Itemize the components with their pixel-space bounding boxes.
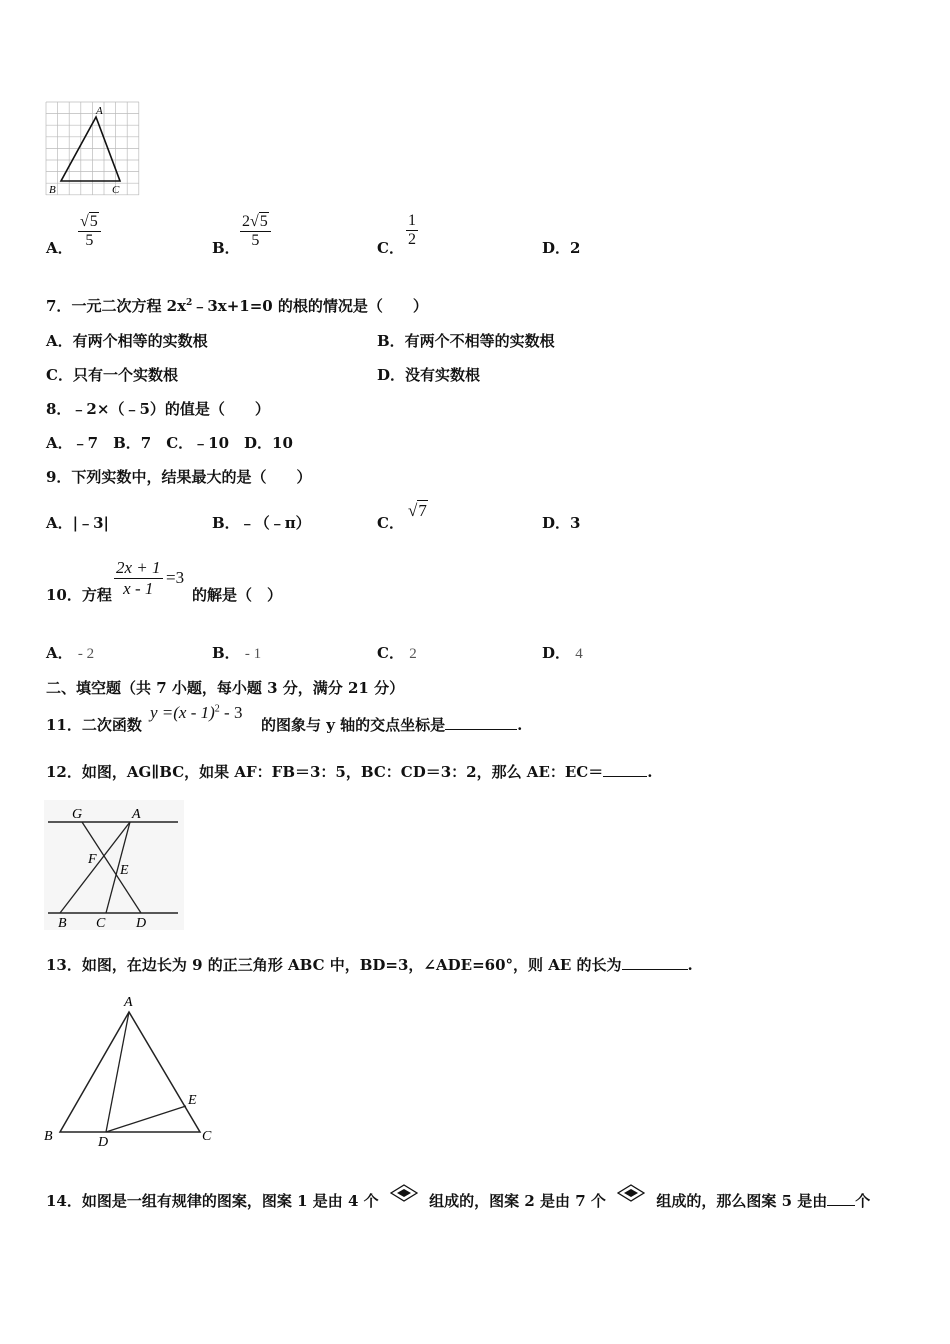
diamond-pattern-icon <box>617 1184 645 1206</box>
label-b: B <box>49 184 56 196</box>
q9-option-a[interactable]: A．|﹣3| <box>46 514 109 532</box>
q6-option-b[interactable]: B． <box>212 239 240 257</box>
q10-equation-rhs: =3 <box>166 568 185 587</box>
q12-stem: 12．如图，AG∥BC，如果 AF：FB＝3：5，BC：CD＝3：2，那么 AE：EC＝ . <box>46 763 653 781</box>
section-2-heading: 二、填空题（共 7 小题，每小题 3 分，满分 21 分） <box>46 679 405 697</box>
q7-option-d[interactable]: D．没有实数根 <box>377 366 481 384</box>
q6-option-d[interactable]: D．2 <box>542 239 581 257</box>
q14-stem: 14．如图是一组有规律的图案，图案 1 是由 4 个 组成的，图案 2 是由 7 个 组成的，那么图案 5 是由 个 <box>46 1184 870 1211</box>
q9-stem: 9．下列实数中，结果最大的是（ ） <box>46 468 312 486</box>
q10-option-c[interactable]: C． 2 <box>377 644 417 662</box>
diamond-pattern-icon <box>390 1184 418 1206</box>
label-a: A <box>96 105 103 117</box>
q14-answer-blank[interactable] <box>827 1205 855 1206</box>
label-d: D <box>98 1135 109 1150</box>
label-f: F <box>88 852 97 867</box>
q11-answer-blank[interactable] <box>445 729 517 730</box>
q11-prefix: 11．二次函数 <box>46 716 142 734</box>
q8-stem: 8．﹣2×（﹣5）的值是（ ） <box>46 400 270 418</box>
q10-option-a[interactable]: A． - 2 <box>46 644 95 662</box>
q7-option-b[interactable]: B．有两个不相等的实数根 <box>377 332 555 350</box>
q6-option-c[interactable]: C． <box>377 239 404 257</box>
q7-stem: 7．一元二次方程 $2x^2﹣3x+1=0$ 的根的情况是（ ） <box>46 297 428 315</box>
label-e: E <box>120 863 129 878</box>
q10-option-b[interactable]: B． - 1 <box>212 644 262 662</box>
q10-option-d[interactable]: D． 4 <box>542 644 583 662</box>
triangle-grid-figure <box>44 100 142 198</box>
label-b: B <box>58 916 67 930</box>
q8-options[interactable]: A．﹣7 B．7 C．﹣10 D．10 <box>46 434 293 452</box>
label-d: D <box>136 916 147 930</box>
label-a: A <box>132 807 141 822</box>
q9-option-c[interactable]: C． <box>377 514 404 532</box>
q10-equation-fraction: $\frac{2x + 1}{x - 1}$ <box>116 558 161 598</box>
q6-option-a[interactable]: A． <box>46 239 73 257</box>
q9-option-c-sqrt: √7 <box>408 501 427 520</box>
q9-option-d[interactable]: D．3 <box>542 514 581 532</box>
q10-suffix: 的解是（ ） <box>192 586 283 604</box>
q10-prefix: 10．方程 <box>46 586 112 604</box>
q11-suffix: 的图象与 y 轴的交点坐标是 . <box>261 716 523 734</box>
label-b: B <box>44 1129 53 1144</box>
label-c: C <box>112 184 120 196</box>
q6-option-b-fraction: $\frac{2√5}{5}$ <box>240 212 271 250</box>
q12-answer-blank[interactable] <box>603 776 647 777</box>
q11-function: y =(x - 1)$^2$ - 3 <box>150 703 243 722</box>
parallel-lines-figure <box>44 800 184 930</box>
label-c: C <box>96 916 106 930</box>
q13-stem: 13．如图，在边长为 9 的正三角形 ABC 中，BD=3，∠ADE=60°，则 AE 的长为 . <box>46 956 693 974</box>
q6-option-c-fraction: $\frac{1}{2}$ <box>408 212 416 248</box>
label-g: G <box>72 807 83 822</box>
equilateral-triangle-figure <box>40 990 220 1150</box>
q6-option-a-fraction: $\frac{√5}{5}$ <box>78 212 101 250</box>
label-c: C <box>202 1129 212 1144</box>
label-a: A <box>124 995 133 1010</box>
q13-answer-blank[interactable] <box>622 969 688 970</box>
label-e: E <box>188 1093 197 1108</box>
q7-option-c[interactable]: C．只有一个实数根 <box>46 366 178 384</box>
q9-option-b[interactable]: B．﹣（﹣π） <box>212 514 311 532</box>
q7-option-a[interactable]: A．有两个相等的实数根 <box>46 332 208 350</box>
